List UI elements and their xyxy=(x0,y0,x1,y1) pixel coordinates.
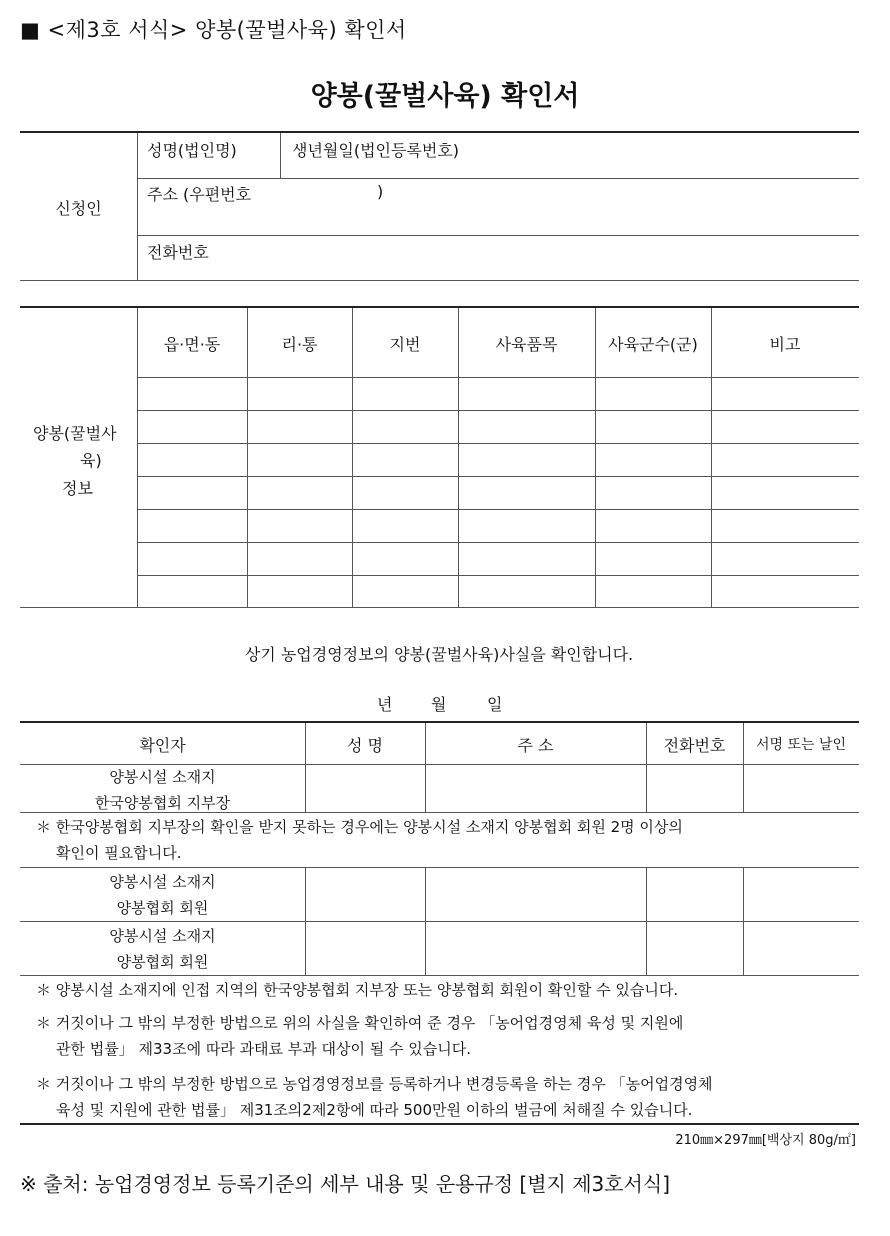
address-close-paren: ) xyxy=(377,182,384,201)
confirm-row2-line2: 양봉협회 회원 xyxy=(116,899,209,917)
bee-row-line xyxy=(137,443,859,444)
document-title: 양봉(꿀벌사육) 확인서 xyxy=(310,81,580,112)
applicant-bottom-border xyxy=(20,280,859,281)
applicant-row-line-2 xyxy=(137,235,859,236)
bee-row-line xyxy=(137,542,859,543)
name-label: 성명(법인명) xyxy=(147,141,237,160)
confirm-col-divider-1b xyxy=(305,867,306,975)
col-header-jibeon: 지번 xyxy=(389,335,421,354)
confirm-col-divider-2b xyxy=(425,867,426,975)
footer-note-3-line1: ＊ 거짓이나 그 밖의 부정한 방법으로 농업경영정보를 등록하거나 변경등록을 하는 경우 「농어업경영체 xyxy=(36,1075,713,1093)
bee-row-line xyxy=(137,509,859,510)
col-header-item: 사육품목 xyxy=(495,335,558,354)
confirm-note-line1: ＊ 한국양봉협회 지부장의 확인을 받지 못하는 경우에는 양봉시설 소재지 양봉협회 회원 2명 이상의 xyxy=(36,818,683,836)
confirm-row3-line2: 양봉협회 회원 xyxy=(116,953,209,971)
confirm-note-line2: 확인이 필요합니다. xyxy=(56,844,182,862)
date-month: 월 xyxy=(431,695,447,714)
form-bottom-border xyxy=(20,1123,859,1125)
confirm-header-phone: 전화번호 xyxy=(663,736,726,755)
confirm-row2-bottom xyxy=(20,921,859,922)
footer-note-2-line2: 관한 법률」 제33조에 따라 과태료 부과 대상이 될 수 있습니다. xyxy=(56,1040,472,1058)
address-label: 주소 (우편번호 xyxy=(147,185,252,204)
bee-row-line xyxy=(137,377,859,378)
confirm-row3-bottom xyxy=(20,975,859,976)
bee-table-top-border xyxy=(20,306,859,308)
confirm-row1-line2: 한국양봉협회 지부장 xyxy=(94,794,231,812)
confirm-table-top-border xyxy=(20,721,859,723)
bee-section-label-line2: 육) xyxy=(80,451,102,470)
footer-note-2-line1: ＊ 거짓이나 그 밖의 부정한 방법으로 위의 사실을 확인하여 준 경우 「농어업경영체 육성 및 지원에 xyxy=(36,1014,684,1032)
name-birth-divider xyxy=(280,133,281,178)
bee-row-line xyxy=(137,476,859,477)
applicant-row-line-1 xyxy=(137,178,859,179)
footer-note-1: ＊ 양봉시설 소재지에 인접 지역의 한국양봉협회 지부장 또는 양봉협회 회원이 확인할 수 있습니다. xyxy=(36,981,679,999)
col-header-remarks: 비고 xyxy=(769,335,801,354)
bee-section-label-line1: 양봉(꿀벌사 xyxy=(33,424,117,443)
applicant-top-border xyxy=(20,131,859,133)
confirm-row3-line1: 양봉시설 소재지 xyxy=(109,927,216,945)
birth-label: 생년월일(법인등록번호) xyxy=(292,141,460,160)
date-year: 년 xyxy=(377,695,393,714)
confirm-row2-line1: 양봉시설 소재지 xyxy=(109,873,216,891)
confirm-note-bottom xyxy=(20,867,859,868)
applicant-label-divider xyxy=(137,133,138,280)
confirm-header-name: 성 명 xyxy=(347,736,383,755)
confirm-row1-line1: 양봉시설 소재지 xyxy=(109,768,216,786)
confirm-col-divider-4b xyxy=(743,867,744,975)
paper-spec: 210㎜×297㎜[백상지 80g/㎡] xyxy=(675,1133,856,1148)
bee-row-line xyxy=(137,575,859,576)
confirmation-statement: 상기 농업경영정보의 양봉(꿀벌사육)사실을 확인합니다. xyxy=(244,645,634,664)
col-header-ri: 리·통 xyxy=(281,335,318,354)
confirm-col-divider-3b xyxy=(646,867,647,975)
source-citation: ※ 출처: 농업경영정보 등록기준의 세부 내용 및 운용규정 [별지 제3호서식] xyxy=(20,1172,671,1196)
confirm-header-bottom xyxy=(20,764,859,765)
date-day: 일 xyxy=(487,695,503,714)
applicant-section-label: 신청인 xyxy=(55,199,102,218)
phone-label: 전화번호 xyxy=(147,243,209,262)
confirm-header-signature: 서명 또는 날인 xyxy=(755,737,847,753)
bee-row-line xyxy=(137,410,859,411)
confirm-header-confirmer: 확인자 xyxy=(139,736,186,755)
bee-table-bottom-border xyxy=(20,607,859,608)
col-header-eup: 읍·면·동 xyxy=(163,335,221,354)
confirm-header-address: 주 소 xyxy=(517,736,554,755)
bee-section-label-line3: 정보 xyxy=(62,479,93,498)
form-number-title: ■ <제3호 서식> 양봉(꿀벌사육) 확인서 xyxy=(20,18,407,42)
col-header-colonies: 사육군수(군) xyxy=(608,335,698,354)
footer-note-3-line2: 육성 및 지원에 관한 법률」 제31조의2제2항에 따라 500만원 이하의 벌금에 처해질 수 있습니다. xyxy=(56,1101,693,1119)
